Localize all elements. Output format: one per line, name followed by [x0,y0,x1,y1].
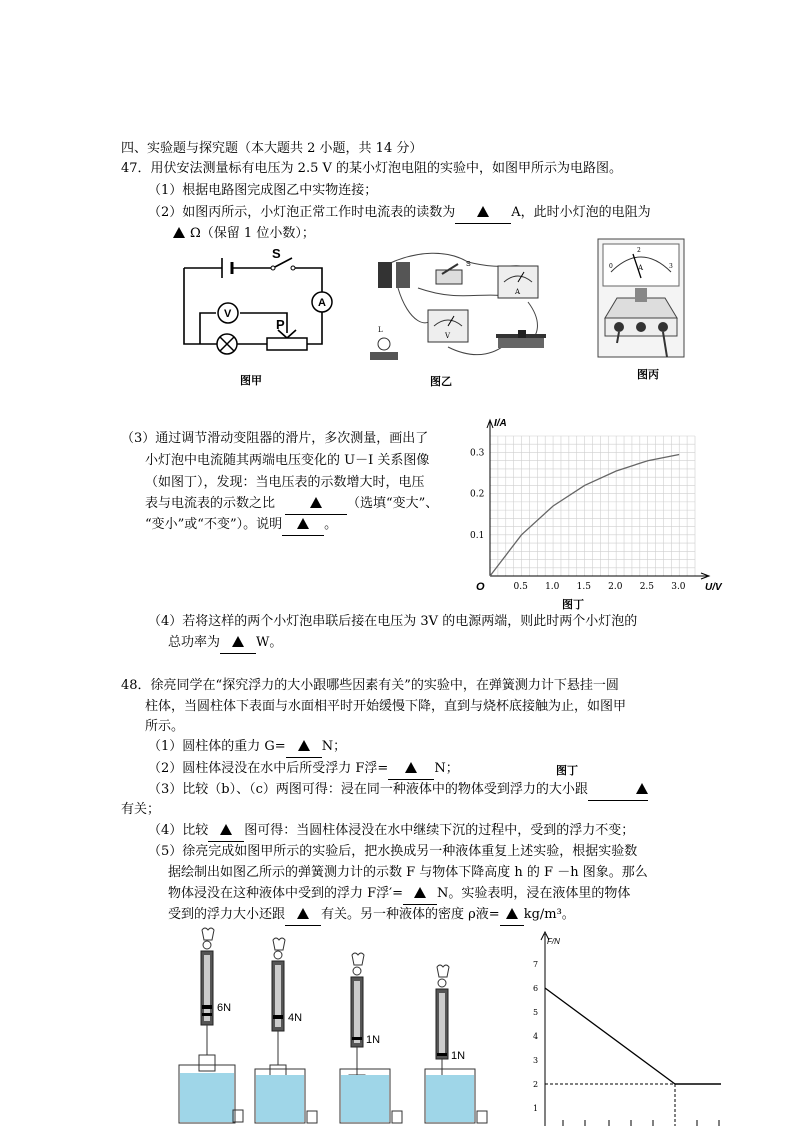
lamp-device-icon [370,326,398,360]
x-tick-label: 2.5 [639,582,655,592]
fh-y-tick-label: 2 [533,1080,539,1089]
answer-blank[interactable] [588,780,648,801]
q47-part3-text-c: “变小”或“不变”）。说明 [145,517,283,532]
q48-part4-text-b: 图可得：当圆柱体浸没在水中继续下沉的过程中，受到的浮力不变； [244,823,635,838]
q48-part1-text-a: （1）圆柱体的重力 G= [148,739,286,754]
svg-text:A: A [515,288,521,296]
reading-c: 1N [366,1034,381,1046]
q48-part5-text-c: 受到的浮力大小还跟 [168,907,286,922]
q47-part3-text-d: 。 [324,517,338,532]
rheostat-device-icon [496,330,546,348]
answer-blank[interactable] [282,515,324,536]
figure-yi-caption: 图乙 [430,375,452,388]
rheostat-icon [267,338,307,350]
svg-text:3: 3 [669,263,673,270]
chart-xlabel: U/V [705,582,722,593]
voltmeter-device-icon [428,310,468,342]
q48-part5-text-a: 物体浸没在这种液体中受到的浮力 F浮′= [168,886,403,901]
svg-text:A: A [638,264,644,272]
y-tick-label: 0.3 [470,448,485,459]
fh-y-tick-label: 7 [533,960,539,969]
triangle-icon [636,783,648,794]
answer-blank[interactable] [285,905,321,926]
q48-part5-text-b: N。实验表明，浸在液体里的物体 [437,886,631,901]
section-title: 四、实验题与探究题（本大题共 2 小题，共 14 分） [121,141,423,156]
q48-part5-line3 [168,884,630,905]
q48-part2-text-b: N； [434,761,459,776]
q48-stem-line2: 柱体，当圆柱体下表面与水面相平时开始缓慢下降，直到与烧杯底接触为止，如图甲 [145,699,627,714]
fh-y-tick-label: 4 [533,1032,539,1041]
svg-text:L: L [378,326,383,334]
q48-part1 [148,737,346,758]
fh-chart [525,930,735,1130]
figure-jia-caption: 图甲 [240,374,262,387]
fh-ylabel: F/N [547,937,560,946]
q47-part4-text-b: W。 [256,635,283,650]
spring-scale-a [179,928,243,1123]
triangle-icon [173,227,185,238]
q48-part5-text-e: kg/m³。 [523,907,575,922]
q47-part2-text-c: Ω（保留 1 位小数）； [190,226,315,241]
fh-y-tick-label: 3 [533,1056,539,1065]
triangle-icon [414,887,426,898]
ammeter-figure [597,238,687,363]
q48-part5-line2: 据绘制出如图乙所示的弹簧测力计的示数 F 与物体下降高度 h 的 F －h 图象。那么 [168,865,648,880]
answer-blank[interactable] [168,224,190,244]
y-tick-label: 0.1 [470,530,485,541]
q47-part3-line4 [145,494,438,515]
q48-part5-line1: （5）徐亮完成如图甲所示的实验后，把水换成另一种液体重复上述实验，根据实验数 [148,844,638,859]
slider-label: P [276,317,285,332]
fh-y-tick-label: 6 [533,984,539,993]
triangle-icon [297,518,309,529]
svg-text:S: S [466,261,471,268]
answer-blank[interactable] [286,737,322,758]
battery-pack-icon [378,262,410,288]
q47-part2-text-b: A，此时小灯泡的电阻为 [511,205,651,220]
q47-part3-text-b: （选填“变大”、 [347,496,439,511]
triangle-icon [220,824,232,835]
q47-part2-line2 [168,224,315,244]
voltmeter-label: V [224,308,232,320]
q47-part4-text-a: 总功率为 [168,635,221,650]
spring-scale-d [425,965,487,1123]
fh-y-tick-label: 1 [533,1104,539,1113]
reading-b: 4N [288,1012,303,1024]
x-tick-label: 3.0 [671,582,686,592]
q48-part5-line4 [168,905,575,926]
q47-part1: （1）根据电路图完成图乙中实物连接； [148,183,378,198]
q47-stem: 47．用伏安法测量标有电压为 2.5 V 的某小灯泡电阻的实验中，如图甲所示为电路图。 [121,161,623,176]
q48-part3-cont: 有关； [121,802,161,817]
q48-part1-text-b: N； [321,739,347,754]
q48-stem-line3: 所示。 [145,719,185,734]
q48-part2 [148,759,459,780]
answer-blank[interactable] [220,633,256,654]
ammeter-device-icon [498,266,538,298]
answer-blank[interactable] [285,494,347,515]
chart-origin-label: O [476,581,485,593]
fh-y-tick-label: 5 [533,1008,539,1017]
spring-scale-c [340,953,402,1123]
triangle-icon [232,636,244,647]
triangle-icon [405,762,417,773]
q48-part2-text-a: （2）圆柱体浸没在水中后所受浮力 F浮= [148,761,389,776]
triangle-icon [298,740,310,751]
triangle-icon [297,908,309,919]
x-tick-label: 1.0 [545,582,560,592]
fh-line-descending [545,988,675,1084]
svg-text:0: 0 [609,263,613,270]
q47-part3-line2: 小灯泡中电流随其两端电压变化的 U－I 关系图像 [145,453,430,468]
q47-part4-line2 [168,633,282,654]
figure-ding-caption: 图丁 [562,598,584,611]
spring-scale-figures [175,925,515,1125]
x-tick-label: 0.5 [513,582,528,592]
circuit-diagram [180,246,340,365]
answer-blank[interactable] [403,884,437,905]
q47-part3-text-a: 表与电流表的示数之比 [145,496,276,511]
svg-text:2: 2 [637,247,641,254]
y-tick-label: 0.2 [470,489,485,500]
triangle-icon [506,908,518,919]
triangle-icon [310,497,322,508]
chart-ylabel: I/A [494,418,507,429]
answer-blank[interactable] [208,821,244,842]
figure-bing-caption: 图丙 [637,368,659,381]
svg-text:V: V [445,332,451,340]
answer-blank[interactable] [500,905,524,926]
reading-a: 6N [217,1002,232,1014]
triangle-icon [477,206,489,217]
q48-stem-line1: 48．徐亮同学在“探究浮力的大小跟哪些因素有关”的实验中，在弹簧测力计下悬挂一圆 [121,678,619,693]
q47-part2-text-a: （2）如图丙所示，小灯泡正常工作时电流表的读数为 [148,205,456,220]
answer-blank[interactable] [388,759,434,780]
x-tick-label: 2.0 [608,582,623,592]
q48-part4 [148,821,634,842]
spring-scale-b [255,938,317,1123]
q47-part4-line1: （4）若将这样的两个小灯泡串联后接在电压为 3V 的电源两端，则此时两个小灯泡的 [148,614,638,629]
q47-part3-line1: （3）通过调节滑动变阻器的滑片，多次测量，画出了 [121,431,429,446]
ammeter-label: A [318,297,326,309]
q48-part4-text-a: （4）比较 [148,823,209,838]
q48-part3 [148,780,648,801]
physical-circuit-figure [358,252,553,370]
figure-ding2-caption: 图丁 [556,764,578,777]
switch-label: S [272,246,281,261]
q47-part2-line1 [148,203,651,224]
switch-device-icon [436,264,462,284]
q47-part3-line3: （如图丁），发现：当电压表的示数增大时，电压 [145,475,425,490]
x-tick-label: 1.5 [576,582,591,592]
q47-part3-line5 [145,515,337,536]
answer-blank[interactable] [455,203,511,224]
q48-part5-text-d: 有关。另一种液体的密度 ρ液= [321,907,500,922]
ui-chart [462,420,722,620]
q48-part3-text-a: （3）比较（b）、（c）两图可得：浸在同一种液体中的物体受到浮力的大小跟 [148,782,588,797]
reading-d: 1N [451,1050,466,1062]
